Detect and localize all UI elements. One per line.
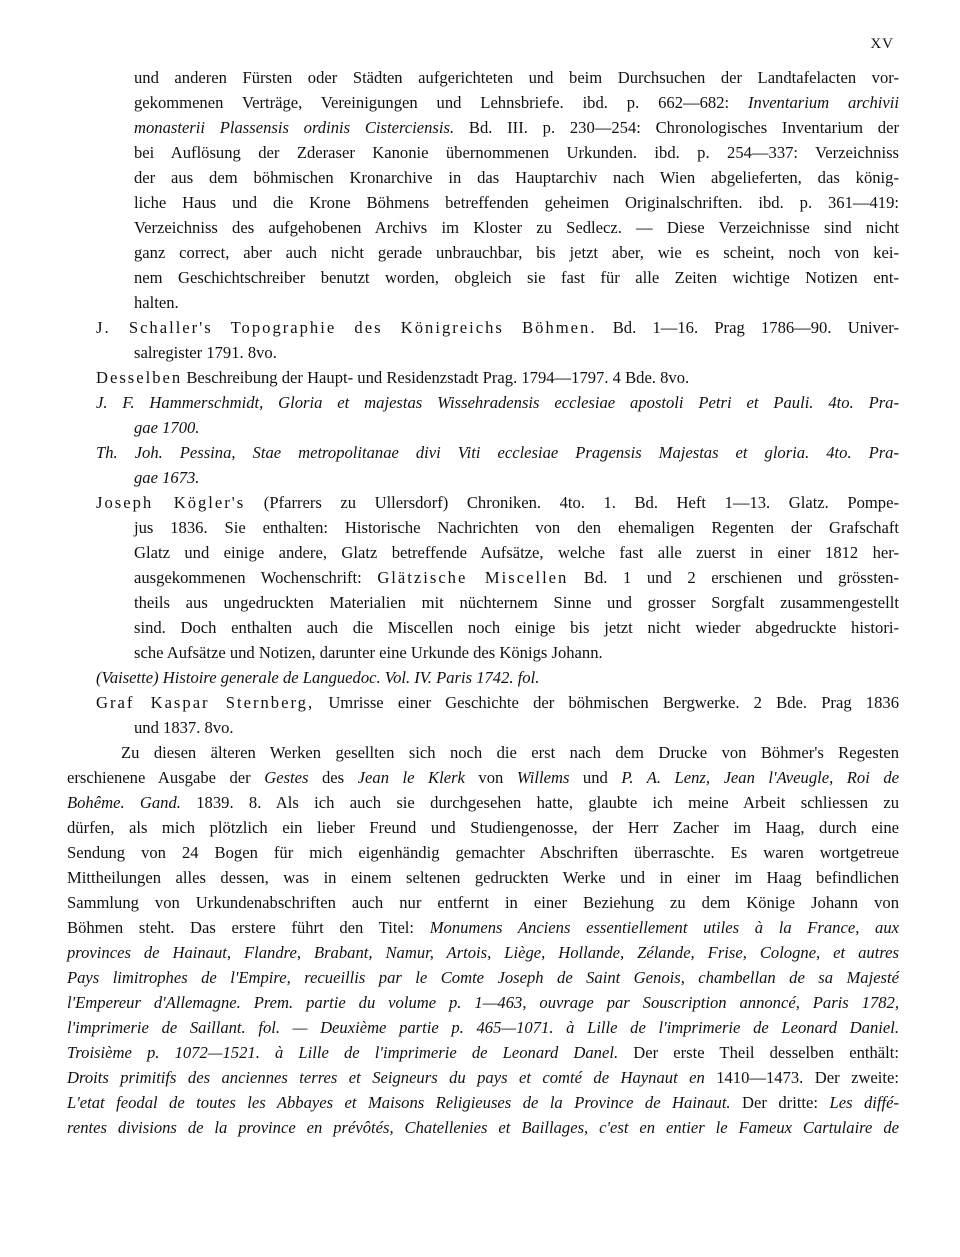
text-line (67, 1068, 899, 1088)
text-segment: ganz correct, aber auch nicht gerade unbrauchbar, bis jetzt aber, wie es scheint, noch von kei- (134, 243, 899, 262)
text-line (134, 143, 899, 163)
text-segment: Th. Joh. Pessina, Stae metropolitanae divi Viti ecclesiae Pragensis Majestas et gloria. 4to. Pra- (96, 443, 899, 462)
page-number: XV (870, 36, 894, 52)
text-segment: L'etat feodal de toutes les Abbayes et Maisons Religieuses de la Province de Hainaut. (67, 1093, 731, 1112)
text-line (134, 293, 960, 313)
text-line (134, 643, 960, 663)
text-line (96, 443, 899, 463)
text-segment: Mittheilungen alles dessen, was in einem seltenen gedruckten Werke und in einer im Haag befindlichen (67, 868, 899, 887)
text-segment: gekommenen Verträge, Vereinigungen und Lehnsbriefe. ibd. p. 662—682: (134, 93, 748, 112)
text-line (67, 1093, 899, 1113)
text-segment: Sendung von 24 Bogen für mich eigenhändig gemachter Abschriften überraschte. Es waren wortgetreue (67, 843, 899, 862)
text-line (67, 868, 899, 888)
text-segment: Willems (516, 768, 570, 787)
text-segment: Graf Kaspar Sternberg, (96, 693, 315, 712)
text-line (134, 418, 960, 438)
text-segment: gae 1700. (134, 418, 200, 437)
text-segment: halten. (134, 293, 179, 312)
text-line (96, 493, 899, 513)
text-segment: (Vaisette) Histoire generale de Languedoc. Vol. IV. Paris 1742. fol. (96, 668, 540, 687)
text-line (134, 618, 899, 638)
text-segment: sche Aufsätze und Notizen, darunter eine Urkunde des Königs Johann. (134, 643, 603, 662)
text-segment: 1839. 8. Als ich auch sie durchgesehen hatte, glaubte ich meine Arbeit schliessen zu (180, 793, 899, 812)
text-segment: salregister 1791. 8vo. (134, 343, 277, 362)
text-line (134, 118, 899, 138)
text-segment: der aus dem böhmischen Kronarchive in das Hauptarchiv nach Wien abgelieferten, das könig- (134, 168, 899, 187)
text-segment: monasterii Plassensis ordinis Cisterciensis. (134, 118, 455, 137)
text-segment: Inventarium archivii (748, 93, 899, 112)
text-segment: liche Haus und die Krone Böhmens betreffenden geheimen Originalschriften. ibd. p. 361—419: (134, 193, 899, 212)
text-segment: J. Schaller's Topographie des Königreichs Böhmen. (96, 318, 597, 337)
text-line (134, 193, 899, 213)
text-segment: sind. Doch enthalten auch die Miscellen noch einige bis jetzt nicht wieder abgedruckte histori- (134, 618, 899, 637)
text-segment: Monumens Anciens essentiellement utiles à la France, aux (429, 918, 899, 937)
text-line (96, 318, 899, 338)
text-line (134, 68, 899, 88)
text-segment: Troisième p. 1072—1521. à Lille de l'imprimerie de Leonard Danel. (67, 1043, 619, 1062)
text-line (67, 843, 899, 863)
text-segment: J. F. Hammerschmidt, Gloria et majestas Wissehradensis ecclesiae apostoli Petri et Pauli. 4to. Pra- (96, 393, 899, 412)
text-segment: Bd. 1 und 2 erschienen und grössten- (568, 568, 899, 587)
text-segment: Pays limitrophes de l'Empire, recueillis par le Comte Joseph de Saint Genois, chambellan de sa Majesté (67, 968, 899, 987)
text-line (67, 768, 899, 788)
text-segment: Droits primitifs des anciennes terres et Seigneurs du pays et comté de Haynaut en (67, 1068, 705, 1087)
text-segment: Bohême. Gand. (67, 793, 181, 812)
text-segment: jus 1836. Sie enthalten: Historische Nachrichten von den ehemaligen Regenten der Grafschaft (134, 518, 899, 537)
text-line (67, 918, 899, 938)
text-line (134, 93, 899, 113)
text-segment: und (569, 768, 622, 787)
text-line (96, 693, 899, 713)
text-segment: P. A. Lenz, Jean l'Aveugle, Roi de (621, 768, 900, 787)
text-segment: (Pfarrers zu Ullersdorf) Chroniken. 4to. 1. Bd. Heft 1—13. Glatz. Pompe- (245, 493, 899, 512)
text-segment: Sammlung von Urkundenabschriften auch nur entfernt in einer Beziehung zu dem Könige Johann von (67, 893, 899, 912)
text-segment: provinces de Hainaut, Flandre, Brabant, Namur, Artois, Liège, Hollande, Zélande, Frise, Cologne, et autres (67, 943, 899, 962)
text-segment: l'imprimerie de Saillant. fol. — Deuxième partie p. 465—1071. à Lille de l'imprimerie de Leonard Daniel. (67, 1018, 899, 1037)
text-segment: und 1837. 8vo. (134, 718, 234, 737)
text-line (67, 1018, 899, 1038)
text-line (134, 468, 960, 488)
text-line (67, 1118, 899, 1138)
text-segment: Zu diesen älteren Werken gesellten sich noch die erst nach dem Drucke von Böhmer's Regesten (121, 743, 899, 762)
text-line (67, 993, 899, 1013)
text-segment: Jean le Klerk (357, 768, 465, 787)
text-segment: l'Empereur d'Allemagne. Prem. partie du volume p. 1—463, ouvrage par Souscription annoncé, Paris 1782, (67, 993, 899, 1012)
text-line (67, 793, 899, 813)
text-segment: 1410—1473. Der zweite: (704, 1068, 899, 1087)
text-line (134, 218, 899, 238)
text-segment: von (464, 768, 517, 787)
text-segment: Verzeichniss des aufgehobenen Archivs im Kloster zu Sedlecz. — Diese Verzeichnisse sind nicht (134, 218, 899, 237)
text-segment: Desselben (96, 368, 183, 387)
text-segment: Bd. 1—16. Prag 1786—90. Univer- (596, 318, 899, 337)
text-segment: Gestes (264, 768, 309, 787)
text-line (134, 593, 899, 613)
text-segment: erschienene Ausgabe der (67, 768, 265, 787)
text-segment: Beschreibung der Haupt- und Residenzstadt Prag. 1794—1797. 4 Bde. 8vo. (182, 368, 690, 387)
text-line (134, 543, 899, 563)
text-line (121, 743, 899, 763)
text-segment: Les diffé- (829, 1093, 900, 1112)
text-segment: Umrisse einer Geschichte der böhmischen Bergwerke. 2 Bde. Prag 1836 (314, 693, 899, 712)
text-line (96, 668, 960, 688)
text-line (134, 568, 899, 588)
text-segment: Der dritte: (730, 1093, 830, 1112)
text-line (67, 818, 899, 838)
text-segment: bei Auflösung der Zderaser Kanonie übernommenen Urkunden. ibd. p. 254—337: Verzeichniss (134, 143, 899, 162)
text-segment: nem Geschichtschreiber benutzt worden, obgleich sie fast für alle Zeiten wichtige Notizen ent- (134, 268, 899, 287)
text-segment: dürfen, als mich plötzlich ein lieber Freund und Studiengenosse, der Herr Zacher im Haag, durch eine (67, 818, 899, 837)
text-line (134, 268, 899, 288)
text-line (134, 343, 960, 363)
text-segment: Der erste Theil desselben enthält: (618, 1043, 900, 1062)
text-line (134, 718, 960, 738)
text-segment: des (308, 768, 358, 787)
text-line (67, 893, 899, 913)
text-segment: gae 1673. (134, 468, 200, 487)
text-line (134, 518, 899, 538)
text-line (67, 1043, 899, 1063)
text-line (134, 243, 899, 263)
text-segment: Bd. III. p. 230—254: Chronologisches Inventarium der (454, 118, 899, 137)
text-segment: Joseph Kögler's (96, 493, 246, 512)
text-line (96, 368, 960, 388)
text-line (67, 968, 899, 988)
text-segment: theils aus ungedruckten Materialien mit nüchternem Sinne und grosser Sorgfalt zusammengestellt (134, 593, 899, 612)
text-segment: und anderen Fürsten oder Städten aufgerichteten und beim Durchsuchen der Landtafelacten vor- (134, 68, 899, 87)
text-segment: Glätzische Miscellen (377, 568, 569, 587)
text-segment: Böhmen steht. Das erstere führt den Titel: (67, 918, 430, 937)
text-line (134, 168, 899, 188)
text-segment: ausgekommenen Wochenschrift: (134, 568, 378, 587)
text-segment: rentes divisions de la province en prévôtés, Chatellenies et Baillages, c'est en entier le Fameux Cartulaire de (67, 1118, 899, 1137)
text-segment: Glatz und einige andere, Glatz betreffende Aufsätze, welche fast alle zuerst in einer 1812 her- (134, 543, 899, 562)
text-line (96, 393, 899, 413)
text-line (67, 943, 899, 963)
